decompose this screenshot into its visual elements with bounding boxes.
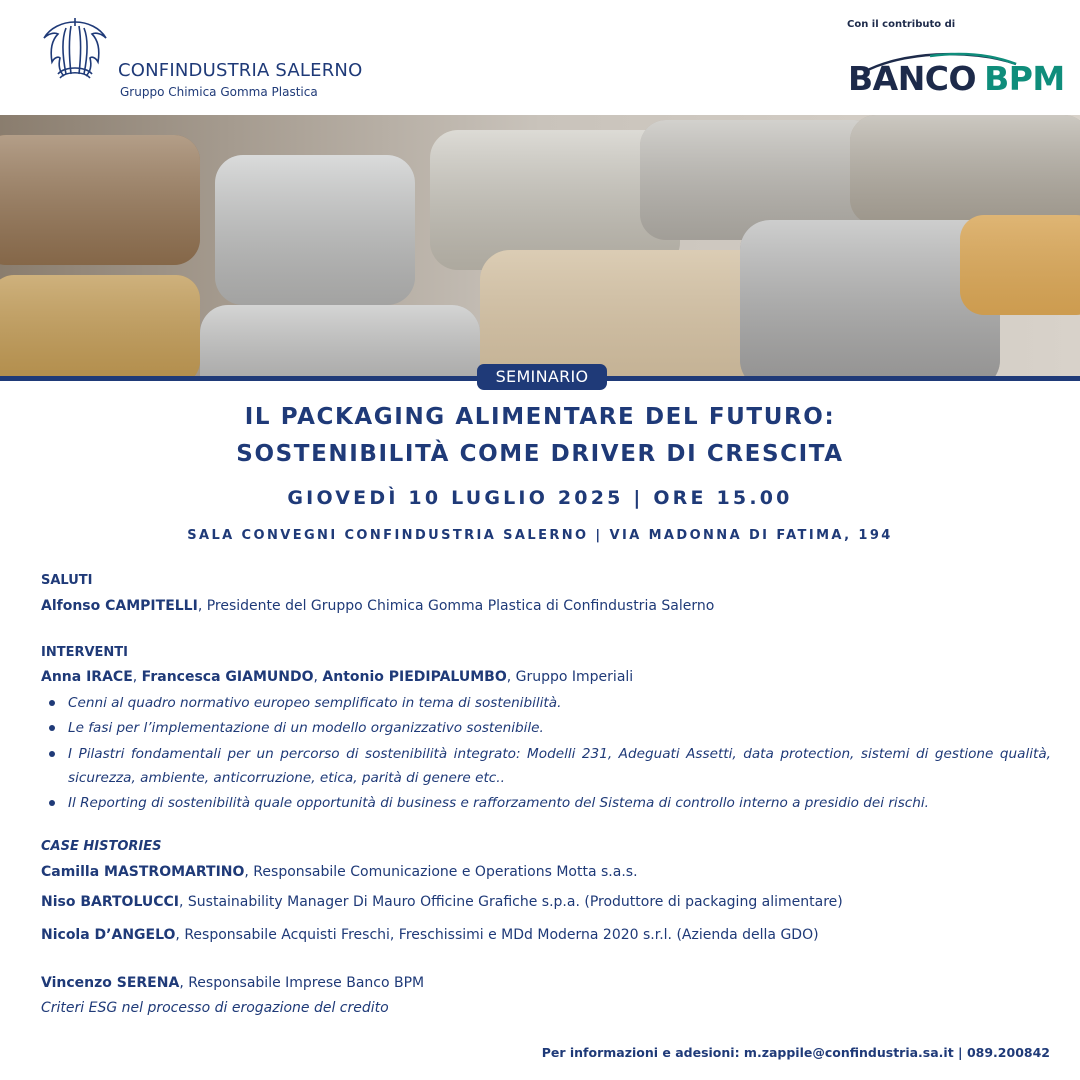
org-group: Gruppo Chimica Gomma Plastica xyxy=(120,85,318,99)
speaker-role: , Sustainability Manager Di Mauro Officine Grafiche s.p.a. (Produttore di packaging alimentare) xyxy=(179,894,843,910)
speaker-role: , Presidente del Gruppo Chimica Gomma Plastica di Confindustria Salerno xyxy=(197,598,715,614)
sponsor-logo-part1: BANCO xyxy=(848,59,977,98)
speaker-name: Anna IRACE xyxy=(41,669,133,685)
topic-text: Le fasi per l’implementazione di un modello organizzativo sostenibile. xyxy=(68,720,544,736)
saluti-heading: SALUTI xyxy=(41,573,93,588)
contact-info: Per informazioni e adesioni: m.zappile@confindustria.sa.it | 089.200842 xyxy=(541,1045,1050,1060)
event-title-line1: IL PACKAGING ALIMENTARE DEL FUTURO: xyxy=(244,404,836,430)
speaker-name: Alfonso CAMPITELLI xyxy=(41,598,198,614)
bullet-icon xyxy=(49,800,55,806)
topic-text: I Pilastri fondamentali per un percorso di sostenibilità integrato: Modelli 231, Adeguati Assetti, data protection, sistemi di gestione qualità, sicurezza, ambiente, anticorruzione, etica, parità di genere etc.. xyxy=(68,746,1051,786)
event-venue: SALA CONVEGNI CONFINDUSTRIA SALERNO | VIA MADONNA DI FATIMA, 194 xyxy=(187,528,893,543)
topic-bullet xyxy=(49,716,1049,740)
speaker-role: , Responsabile Imprese Banco BPM xyxy=(179,975,425,991)
interventi-heading: INTERVENTI xyxy=(41,645,129,660)
packaging-photo xyxy=(0,115,1080,378)
contribution-label: Con il contributo di xyxy=(847,19,956,30)
speaker-affiliation: , Gruppo Imperiali xyxy=(506,669,634,685)
bullet-icon xyxy=(49,725,55,731)
sponsor-logo-part2: BPM xyxy=(984,59,1065,98)
speaker-role: , Responsabile Comunicazione e Operations Motta s.a.s. xyxy=(244,864,638,880)
speaker-role: , Responsabile Acquisti Freschi, Freschissimi e MDd Moderna 2020 s.r.l. (Azienda della GDO) xyxy=(175,927,819,943)
topic-bullet xyxy=(49,691,1049,715)
case-speaker xyxy=(41,894,843,910)
case-speaker xyxy=(41,864,638,880)
closing-speaker xyxy=(41,975,424,991)
bullet-icon xyxy=(49,700,55,706)
saluti-speaker xyxy=(41,598,714,614)
case-histories-heading: CASE HISTORIES xyxy=(41,839,162,854)
speaker-name: Nicola D’ANGELO xyxy=(41,927,176,943)
interventi-speakers xyxy=(41,669,633,685)
topic-text: Il Reporting di sostenibilità quale opportunità di business e rafforzamento del Sistema di controllo interno a presidio dei rischi. xyxy=(68,795,929,811)
speaker-name: Camilla MASTROMARTINO xyxy=(41,864,245,880)
closing-topic: Criteri ESG nel processo di erogazione del credito xyxy=(41,1000,389,1016)
separator: , xyxy=(313,669,323,685)
speaker-name: Vincenzo SERENA xyxy=(41,975,180,991)
event-title-line2: SOSTENIBILITÀ COME DRIVER DI CRESCITA xyxy=(236,441,844,467)
speaker-name: Antonio PIEDIPALUMBO xyxy=(322,669,507,685)
topic-text: Cenni al quadro normativo europeo semplificato in tema di sostenibilità. xyxy=(68,695,562,711)
topic-bullet xyxy=(49,742,1049,790)
sponsor-logo xyxy=(848,59,1065,98)
case-speaker xyxy=(41,927,819,943)
separator: , xyxy=(132,669,142,685)
event-datetime: GIOVEDÌ 10 LUGLIO 2025 | ORE 15.00 xyxy=(287,487,793,509)
bullet-icon xyxy=(49,751,55,757)
confindustria-logo-icon xyxy=(40,14,110,80)
speaker-name: Francesca GIAMUNDO xyxy=(141,669,314,685)
org-name: CONFINDUSTRIA SALERNO xyxy=(118,60,363,81)
seminar-badge: SEMINARIO xyxy=(477,364,607,390)
speaker-name: Niso BARTOLUCCI xyxy=(41,894,179,910)
topic-bullet xyxy=(49,791,1049,815)
